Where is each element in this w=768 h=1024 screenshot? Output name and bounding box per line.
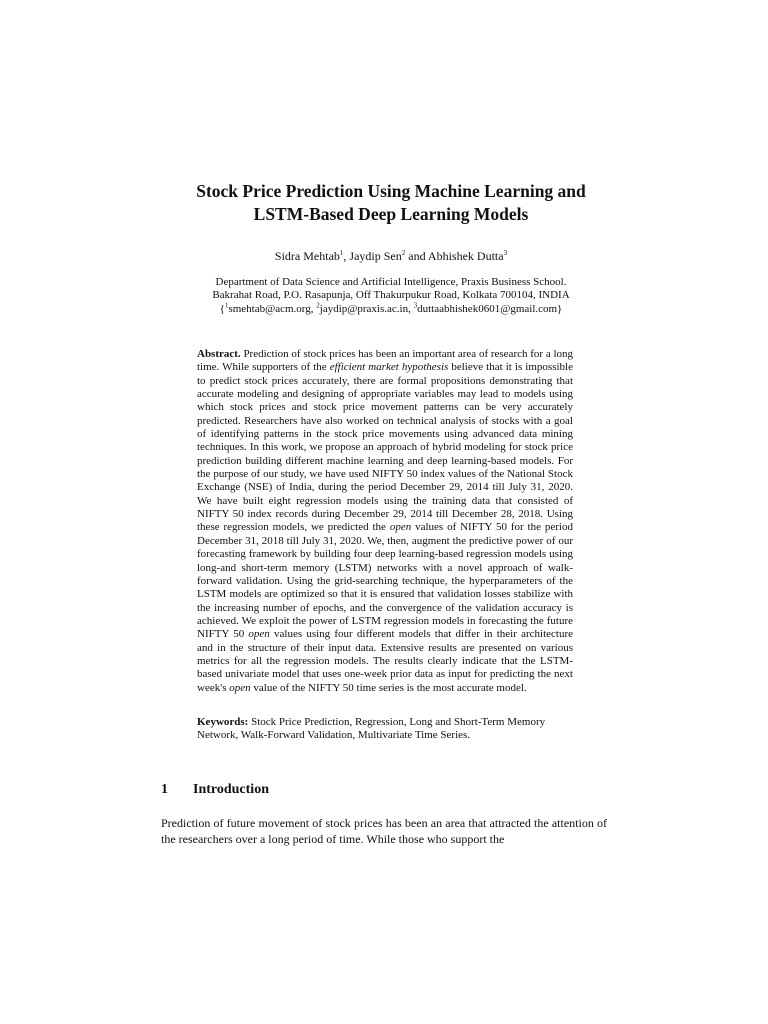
abstract-text: believe that it is impossible to predict stock prices accurately, there are formal propositions demonstrating that accurate modeling and designing of appropriate variables may lead to models using which stock prices and stock price movement patterns can be very accurately predicted. Researchers have also worked on technical analysis of stocks with a goal of identifying patterns in the stock price movements using advanced data mining techniques. In this work, we propose an approach of hybrid modeling for stock price prediction building different machine learning and deep learning-based models. For the purpose of our study, we have used NIFTY 50 index values of the National Stock Exchange (NSE) of India, during the period December 29, 2014 till July 31, 2020. We have built eight regression models using the training data that consisted of NIFTY 50 index records during December 29, 2014 till December 28, 2018. Using these regression models, we predicted the bbox=[197, 361, 573, 534]
section-heading bbox=[161, 781, 621, 799]
author-superscript: 2 bbox=[401, 249, 406, 257]
abstract-emphasis: open bbox=[248, 628, 270, 641]
email-address: duttaabhishek0601@gmail.com} bbox=[417, 302, 563, 315]
section-title: Introduction bbox=[193, 782, 269, 797]
abstract-text: Prediction of stock prices has been an important area of research for a long time. While supporters of the bbox=[197, 348, 574, 374]
title-line-2: LSTM-Based Deep Learning Models bbox=[253, 204, 529, 224]
keywords bbox=[197, 716, 573, 743]
author-name: Abhishek Dutta bbox=[427, 249, 504, 263]
keywords-label: Keywords: bbox=[197, 716, 249, 728]
email-superscript: 2 bbox=[316, 300, 320, 309]
email-superscript: 3 bbox=[413, 300, 418, 309]
author-separator: , bbox=[343, 249, 350, 263]
email-address: jaydip@praxis.ac.in, bbox=[319, 302, 414, 315]
affiliation-line-2: Bakrahat Road, P.O. Rasapunja, Off Thakurpukur Road, Kolkata 700104, INDIA bbox=[212, 289, 570, 302]
abstract-label: Abstract. bbox=[197, 348, 241, 360]
author-superscript: 3 bbox=[503, 249, 508, 257]
abstract-text: value of the NIFTY 50 time series is the most accurate model. bbox=[250, 681, 527, 694]
abstract-text: values of NIFTY 50 for the period December 31, 2018 till July 31, 2020. We, then, augment the predictive power of our forecasting framework by building four deep learning-based regression models using long-and short-term memory (LSTM) networks with a novel approach of walk-forward validation. Using the grid-searching technique, the hyperparameters of the LSTM models are optimized so that it is ensured that validation losses stabilize with the increasing number of epochs, and the convergence of the validation accuracy is achieved. We exploit the power of LSTM regression models in forecasting the future NIFTY 50 bbox=[197, 521, 573, 641]
author-list bbox=[120, 249, 662, 263]
affiliation bbox=[160, 276, 622, 316]
keywords-text: Stock Price Prediction, Regression, Long and Short-Term Memory Network, Walk-Forward Validation, Multivariate Time Series. bbox=[197, 716, 546, 742]
title-line-1: Stock Price Prediction Using Machine Learning and bbox=[196, 181, 586, 201]
paper-title bbox=[120, 180, 662, 226]
abstract-text: values using four different models that differ in their architecture and in the structure of their input data. Extensive results are presented on various metrics for all the regression models. The results clearly indicate that the LSTM-based univariate model that uses one-week prior data as input for predicting the next week's bbox=[197, 628, 573, 694]
abstract-emphasis: efficient market hypothesis bbox=[329, 361, 449, 374]
author-superscript: 1 bbox=[339, 249, 344, 257]
author-emails bbox=[160, 300, 622, 316]
abstract bbox=[197, 348, 573, 695]
author-name: Sidra Mehtab bbox=[274, 249, 340, 263]
affiliation-line-1: Department of Data Science and Artificial Intelligence, Praxis Business School. bbox=[215, 276, 567, 288]
email-address: smehtab@acm.org, bbox=[228, 302, 317, 315]
abstract-emphasis: open bbox=[229, 681, 251, 694]
email-superscript: 1 bbox=[224, 300, 229, 309]
email-brace: { bbox=[219, 302, 225, 315]
intro-paragraph: Prediction of future movement of stock prices has been an area that attracted the attention of the researchers over a long period of time. While those who support the bbox=[161, 816, 607, 846]
author-separator: and bbox=[405, 249, 428, 263]
author-name: Jaydip Sen bbox=[349, 249, 402, 263]
section-number: 1 bbox=[161, 782, 168, 797]
abstract-emphasis: open bbox=[389, 521, 412, 534]
